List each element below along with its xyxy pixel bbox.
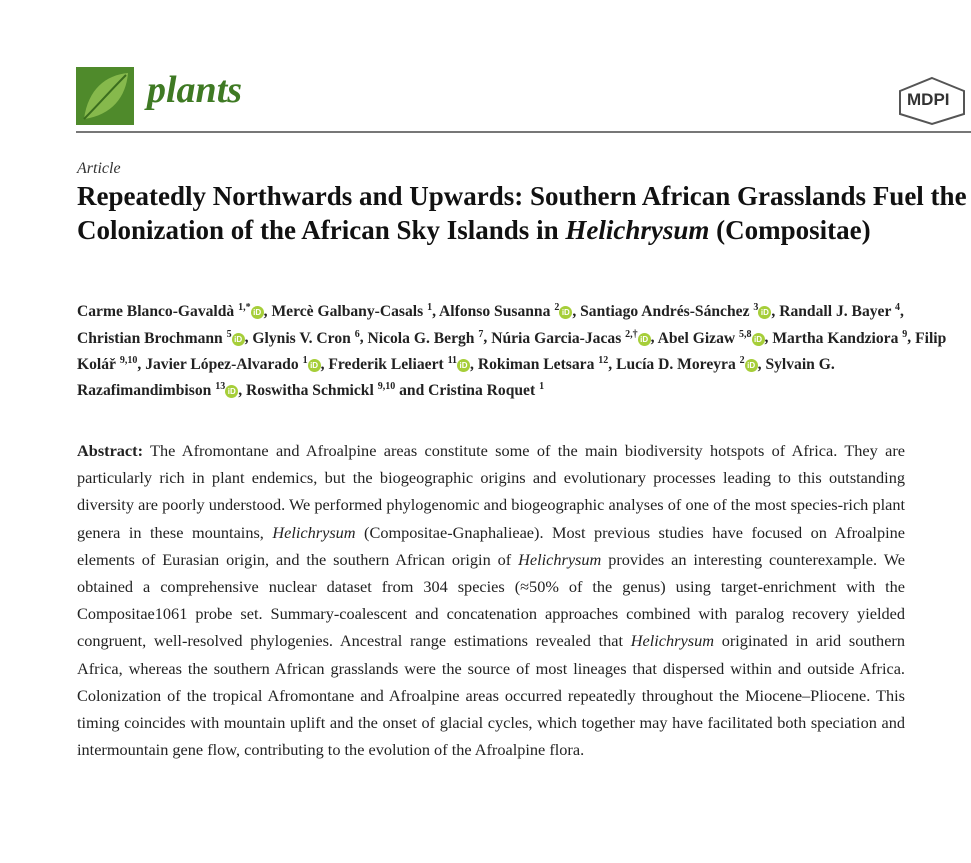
orcid-icon[interactable]: iD — [559, 306, 572, 319]
abstract — [77, 437, 905, 763]
orcid-icon[interactable]: iD — [308, 359, 321, 372]
author-name: Mercè Galbany-Casals — [271, 303, 424, 321]
article-title — [77, 179, 967, 247]
author[interactable] — [478, 356, 608, 373]
title-family: (Compositae) — [709, 215, 871, 245]
author-name: Nicola G. Bergh — [367, 329, 475, 347]
author-name: Christian Brochmann — [77, 329, 223, 347]
author-name: Cristina Roquet — [428, 382, 536, 400]
abstract-text: provides an interesting counterexample. We obtained a comprehensive nuclear dataset from 304 species (≈50% of the genus) using target-enrichment with the Compositae1061 probe set. Summary-coalescent and concatenation approaches combined with paralog recovery yielded congruent, well-resolved phylogenies. Ancestral range estimations revealed that — [77, 549, 905, 651]
author[interactable] — [772, 330, 907, 347]
author[interactable] — [491, 330, 650, 347]
author-affiliation: 6 — [354, 328, 360, 340]
article-type: Article — [77, 160, 121, 177]
author-affiliation: 4 — [895, 302, 901, 313]
author-name: Abel Gizaw — [657, 329, 736, 347]
author[interactable] — [368, 330, 484, 347]
author[interactable] — [246, 382, 395, 399]
abstract-text: originated in arid southern Africa, whereas the southern African grasslands were the source of most lineages that dispersed within and outside Africa. Colonization of the tropical Afromontane and Afroalpine areas occurred repeatedly throughout the Miocene–Pliocene. This timing coincides with mountain uplift and the onset of glacial cycles, which together may have facilitated both speciation and intermountain gene flow, contributing to the evolution of the Afroalpine flora. — [77, 631, 905, 760]
author-affiliation: 9,10 — [377, 381, 396, 393]
author-affiliation: 2 — [554, 302, 560, 313]
author-affiliation: 12 — [598, 354, 609, 366]
author-affiliation: 9,10 — [119, 354, 138, 366]
author-affiliation: 7 — [478, 328, 484, 340]
title-genus: Helichrysum — [565, 215, 710, 245]
title-text: Repeatedly Northwards and Upwards: Southern African Grasslands Fuel the Colonization of the African Sky Islands in — [77, 181, 967, 245]
author-name: Filip Kolář — [77, 329, 947, 373]
author[interactable] — [658, 330, 765, 347]
author-affiliation: 1 — [539, 381, 545, 393]
author-affiliation: 11 — [447, 354, 458, 366]
author[interactable] — [779, 303, 900, 320]
author[interactable] — [77, 303, 264, 320]
orcid-icon[interactable]: iD — [758, 306, 771, 319]
author-name: Roswitha Schmickl — [246, 382, 374, 400]
author-name: Glynis V. Cron — [252, 329, 351, 347]
author[interactable] — [328, 356, 470, 373]
orcid-icon[interactable]: iD — [752, 333, 765, 346]
orcid-icon[interactable]: iD — [457, 359, 470, 372]
author[interactable] — [616, 356, 758, 373]
author-affiliation: 2,† — [625, 328, 638, 340]
author-name: Randall J. Bayer — [779, 303, 892, 321]
abstract-genus: Helichrysum — [630, 631, 714, 651]
abstract-text: The Afromontane and Afroalpine areas constitute some of the main biodiversity hotspots of Africa. They are particularly rich in plant endemics, but the biogeographic origins and evolutionary processes leading to this outstanding diversity are poorly understood. We performed phylogenomic and biogeographic analyses of one of the most species-rich plant genera in these mountains, — [77, 441, 905, 542]
author-list: Carme Blanco-Gavaldà $^{1,*}$ iD , Mercè Galbany-Casals $^1$, Alfonso Susanna $^2$ iD , Santiago Andrés-Sánchez $^3$ iD , Randall J. Bayer $^4$, Christian Brochmann $^5$ iD , Glynis V. Cron $^6$, Nicola G. Bergh $^7$, Núria Garcia-Jacas $^{2,\dagger}$ iD , Abel Gizaw $^{5,8}$ iD , Martha Kandziora $^9$, Filip Kolář $^{9,10}$, Javier López-Alvarado $^1$ iD , Frederik Leliaert $^{11}$ iD , Rokiman Letsara $^{12}$, Lucía D. Moreyra $^2$ iD , Sylvain G. Razafimandimbison $^{13}$ iD , Roswitha Schmickl $^{9,10}$ and Cristina Roquet $^1$ — [77, 302, 947, 400]
author[interactable] — [428, 382, 544, 399]
leaf-icon — [76, 67, 134, 125]
authors-and: and — [399, 382, 429, 400]
author-affiliation: 1 — [427, 302, 433, 313]
author-name: Sylvain G. Razafimandimbison — [77, 355, 835, 400]
orcid-icon[interactable]: iD — [251, 306, 264, 319]
author-affiliation: 13 — [215, 381, 226, 393]
author-affiliation: 1 — [302, 354, 308, 366]
author[interactable] — [271, 303, 432, 320]
author-affiliation: 5,8 — [739, 328, 752, 340]
author[interactable] — [580, 303, 771, 320]
author[interactable] — [439, 303, 572, 320]
author-name: Javier López-Alvarado — [145, 355, 299, 373]
abstract-genus: Helichrysum — [518, 549, 602, 569]
author-affiliation: 1,* — [238, 302, 251, 313]
orcid-icon[interactable]: iD — [638, 333, 651, 346]
orcid-icon[interactable]: iD — [745, 359, 758, 372]
author-name: Martha Kandziora — [772, 329, 899, 347]
abstract-genus: Helichrysum — [272, 522, 356, 542]
author-affiliation: 9 — [902, 328, 908, 340]
author-name: Frederik Leliaert — [328, 355, 444, 373]
orcid-icon[interactable]: iD — [232, 333, 245, 346]
author-name: Lucía D. Moreyra — [616, 355, 736, 373]
author-affiliation: 5 — [226, 328, 232, 340]
orcid-icon[interactable]: iD — [225, 385, 238, 398]
publisher-name[interactable]: MDPI — [907, 90, 950, 109]
abstract-label: Abstract: — [77, 441, 144, 460]
journal-logo — [76, 67, 134, 125]
header-divider — [76, 131, 971, 133]
author-affiliation: 3 — [753, 302, 759, 313]
author-name: Rokiman Letsara — [477, 355, 595, 373]
author-name: Núria Garcia-Jacas — [491, 329, 622, 347]
author[interactable] — [77, 330, 245, 347]
abstract-text: (Compositae-Gnaphalieae). Most previous studies have focused on Afroalpine elements of Eurasian origin, and the southern African origin of — [77, 522, 905, 569]
author-name: Carme Blanco-Gavaldà — [77, 303, 235, 321]
author[interactable] — [145, 356, 320, 373]
author-name: Santiago Andrés-Sánchez — [580, 303, 750, 321]
author-affiliation: 2 — [739, 354, 745, 366]
author[interactable] — [252, 330, 359, 347]
author-name: Alfonso Susanna — [439, 303, 551, 321]
journal-name[interactable]: plants — [147, 69, 243, 111]
